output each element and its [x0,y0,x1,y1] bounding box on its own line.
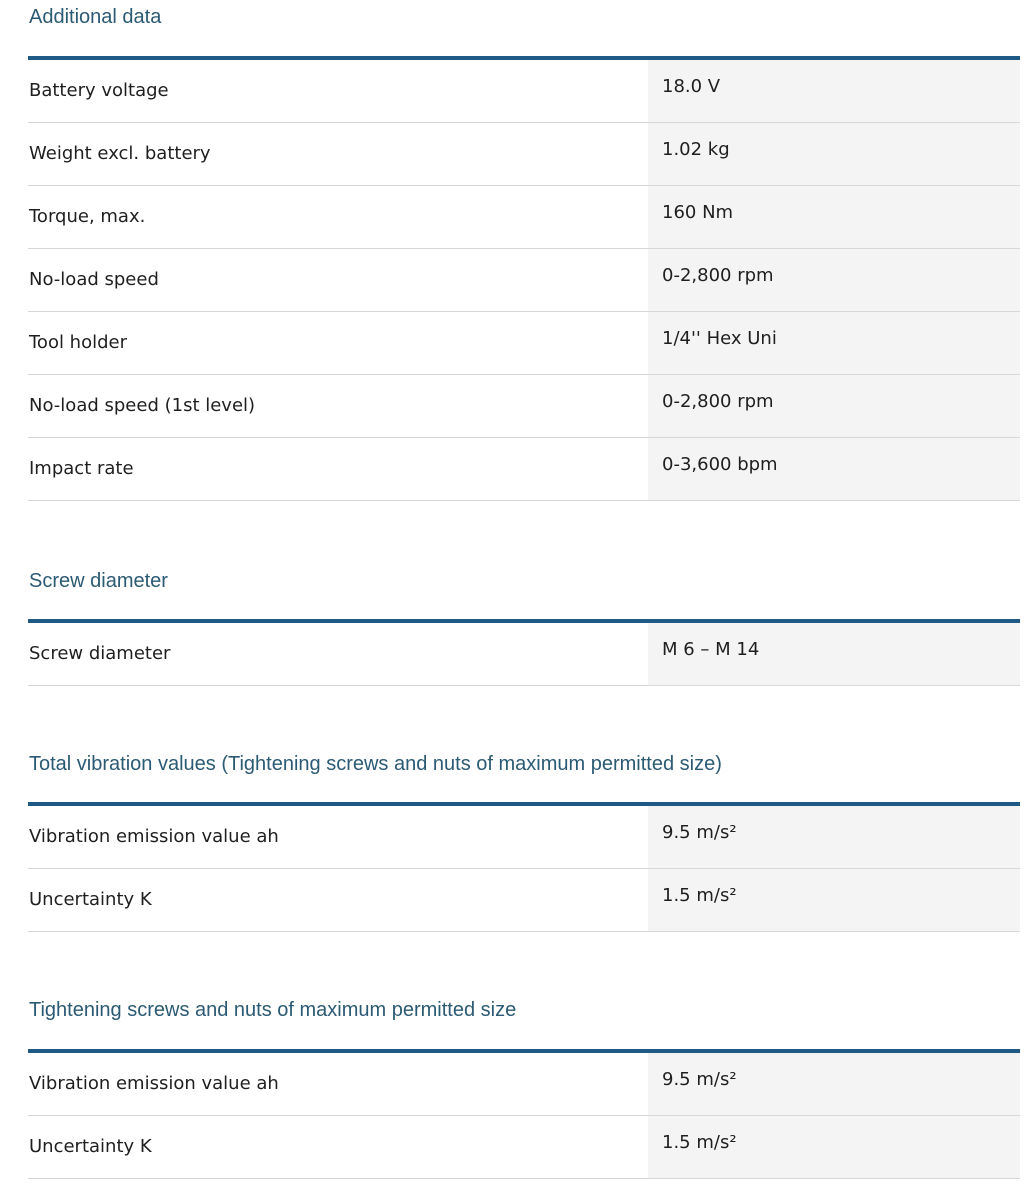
spec-label: Vibration emission value ah [29,1073,279,1094]
table-row [28,1116,1020,1179]
spec-label: Uncertainty K [29,1136,152,1157]
table-row [28,123,1020,186]
spec-value: 9.5 m/s² [662,822,737,843]
section-title: Tightening screws and nuts of maximum permitted size [29,999,517,1021]
spec-value-cell [648,438,1020,500]
table-row [28,249,1020,312]
spec-value-cell [648,123,1020,185]
spec-value: 0-2,800 rpm [662,265,774,286]
table-row [28,375,1020,438]
spec-table [28,1049,1020,1179]
spec-value: 0-2,800 rpm [662,391,774,412]
spec-value-cell [648,60,1020,122]
section-title: Total vibration values (Tightening screws and nuts of maximum permitted size) [29,753,722,775]
table-row [28,623,1020,686]
spec-value-cell [648,186,1020,248]
section-title: Screw diameter [29,570,168,592]
spec-value-cell [648,869,1020,931]
spec-label: Impact rate [29,458,134,479]
table-row [28,1053,1020,1116]
spec-value: 1.5 m/s² [662,885,737,906]
spec-label: No-load speed [29,269,159,290]
spec-label: Battery voltage [29,80,169,101]
spec-value-cell [648,1053,1020,1115]
spec-label: Uncertainty K [29,889,152,910]
spec-value: 160 Nm [662,202,734,223]
table-row [28,806,1020,869]
section-title: Additional data [29,6,162,28]
spec-value: M 6 – M 14 [662,639,760,660]
spec-value: 18.0 V [662,76,721,97]
spec-table [28,619,1020,686]
spec-value-cell [648,312,1020,374]
spec-label: No-load speed (1st level) [29,395,256,416]
spec-value: 1.02 kg [662,139,730,160]
spec-value: 1.5 m/s² [662,1132,737,1153]
spec-label: Screw diameter [29,643,171,664]
spec-value: 0-3,600 bpm [662,454,778,475]
spec-value: 1/4'' Hex Uni [662,328,777,349]
spec-value-cell [648,375,1020,437]
spec-table [28,802,1020,932]
spec-label: Torque, max. [29,206,146,227]
table-row [28,438,1020,501]
table-row [28,186,1020,249]
spec-label: Weight excl. battery [29,143,211,164]
spec-label: Vibration emission value ah [29,826,279,847]
table-row [28,869,1020,932]
spec-value-cell [648,806,1020,868]
table-row [28,312,1020,375]
spec-value-cell [648,1116,1020,1178]
spec-table [28,56,1020,501]
spec-value-cell [648,249,1020,311]
spec-value: 9.5 m/s² [662,1069,737,1090]
table-row [28,60,1020,123]
spec-label: Tool holder [29,332,128,353]
spec-value-cell [648,623,1020,685]
